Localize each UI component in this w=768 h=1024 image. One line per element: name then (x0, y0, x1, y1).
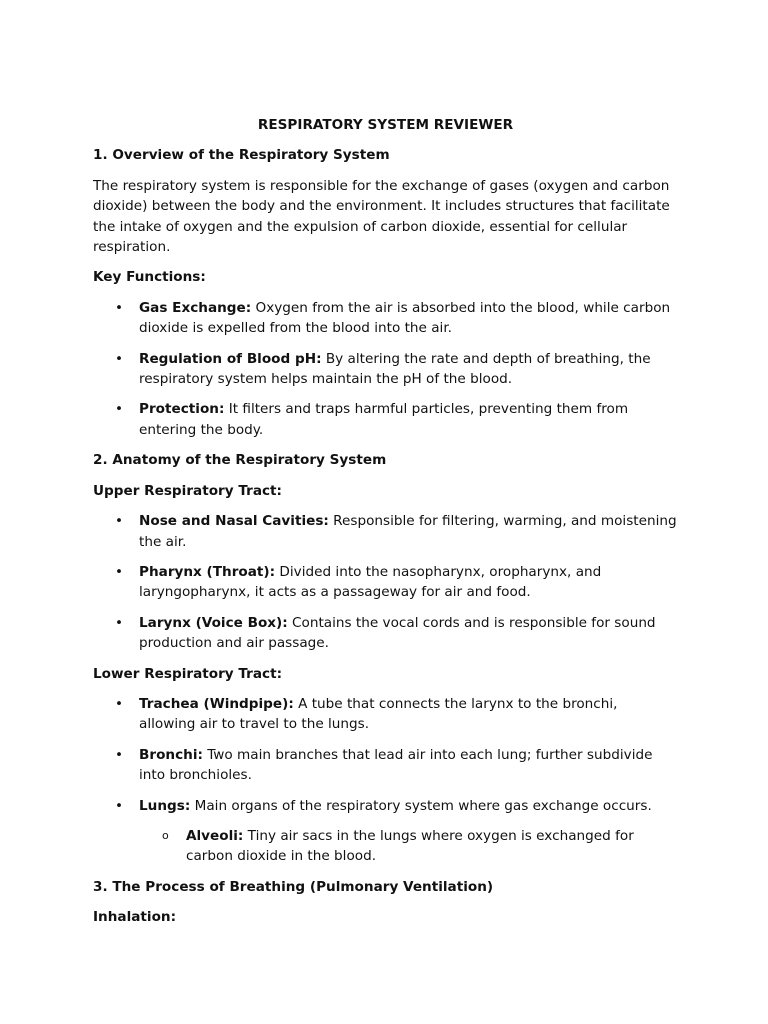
item-text: Two main branches that lead air into each lung; further subdivide into bronchioles. (139, 746, 653, 784)
item-term: Protection: (139, 401, 225, 418)
item-text: Responsible for filtering, warming, and moistening the air. (139, 513, 677, 550)
circle-bullet-icon: o (162, 828, 169, 842)
item-term: Nose and Nasal Cavities: (139, 513, 329, 530)
item-text: Contains the vocal cords and is responsible for sound production and air passage. (139, 614, 656, 652)
item-term: Gas Exchange: (139, 299, 252, 316)
list-item (93, 511, 678, 552)
bullet-icon: • (115, 614, 124, 631)
item-term: Alveoli: (186, 827, 244, 844)
key-functions-label: Key Functions: (93, 269, 206, 286)
item-text: Tiny air sacs in the lungs where oxygen is exchanged for carbon dioxide in the blood. (186, 827, 634, 865)
item-term: Regulation of Blood pH: (139, 350, 322, 367)
list-item (93, 399, 678, 440)
bullet-icon: • (115, 746, 124, 763)
lower-tract-list (93, 694, 678, 816)
item-text: Divided into the nasopharynx, oropharynx, and laryngopharynx, it acts as a passageway for air and food. (139, 563, 602, 601)
inhalation-label: Inhalation: (93, 909, 177, 926)
item-text: Main organs of the respiratory system where gas exchange occurs. (190, 797, 652, 814)
item-term: Bronchi: (139, 746, 203, 763)
key-functions-list (93, 298, 678, 440)
document-page (93, 115, 678, 938)
item-term: Trachea (Windpipe): (139, 695, 294, 712)
bullet-icon: • (115, 401, 124, 418)
sub-list-item (93, 826, 678, 867)
bullet-icon: • (115, 350, 124, 367)
item-text: A tube that connects the larynx to the bronchi, allowing air to travel to the lungs. (139, 695, 618, 733)
section-1-heading: 1. Overview of the Respiratory System (93, 147, 390, 164)
bullet-icon: • (115, 797, 124, 814)
list-item (93, 694, 678, 735)
bullet-icon: • (115, 513, 124, 530)
item-term: Lungs: (139, 797, 191, 814)
list-item (93, 349, 678, 390)
bullet-icon: • (115, 563, 124, 580)
bullet-icon: • (115, 299, 124, 316)
item-text: Oxygen from the air is absorbed into the blood, while carbon dioxide is expelled from the blood into the air. (139, 299, 671, 337)
list-item (93, 613, 678, 654)
list-item (93, 796, 678, 816)
upper-tract-list (93, 511, 678, 653)
upper-tract-label: Upper Respiratory Tract: (93, 482, 282, 499)
overview-paragraph: The respiratory system is responsible for the exchange of gases (oxygen and carbon dioxide) between the body and the environment. It includes structures that facilitate the intake of oxygen and the expulsion of carbon dioxide, essential for cellular respiration. (93, 177, 670, 256)
item-term: Pharynx (Throat): (139, 563, 276, 580)
lower-tract-label: Lower Respiratory Tract: (93, 665, 283, 682)
item-term: Larynx (Voice Box): (139, 614, 288, 631)
item-text: By altering the rate and depth of breathing, the respiratory system helps maintain the pH of the blood. (139, 350, 651, 388)
document-title: RESPIRATORY SYSTEM REVIEWER (257, 117, 514, 133)
list-item (93, 298, 678, 339)
lungs-sub-list (93, 826, 678, 867)
bullet-icon: • (115, 695, 124, 712)
list-item (93, 745, 678, 786)
item-text: It filters and traps harmful particles, preventing them from entering the body. (139, 401, 629, 438)
section-2-heading: 2. Anatomy of the Respiratory System (93, 452, 387, 469)
section-3-heading: 3. The Process of Breathing (Pulmonary Ventilation) (93, 878, 494, 895)
list-item (93, 562, 678, 603)
